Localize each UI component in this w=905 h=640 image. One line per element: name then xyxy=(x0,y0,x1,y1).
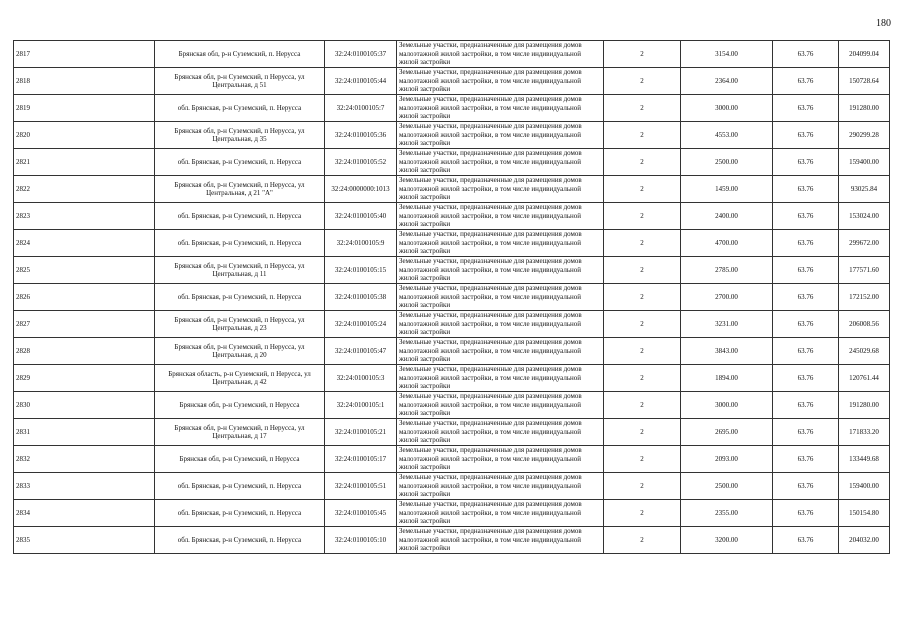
cadastral-value-cell: 206008.56 xyxy=(839,311,890,338)
permitted-use-cell: Земельные участки, предназначенные для размещения домов малоэтажной жилой застройки, в том числе индивидуальной жилой застройки xyxy=(397,311,604,338)
row-number-cell: 2826 xyxy=(14,284,155,311)
cadastral-value-cell: 159400.00 xyxy=(839,149,890,176)
specific-value-cell: 63.76 xyxy=(773,311,839,338)
cadastral-value-cell: 290299.28 xyxy=(839,122,890,149)
permitted-use-cell: Земельные участки, предназначенные для размещения домов малоэтажной жилой застройки, в том числе индивидуальной жилой застройки xyxy=(397,95,604,122)
cadastral-number-cell: 32:24:0100105:47 xyxy=(325,338,397,365)
area-cell: 3200.00 xyxy=(681,527,773,554)
group-code-cell: 2 xyxy=(604,41,681,68)
row-number-cell: 2827 xyxy=(14,311,155,338)
group-code-cell: 2 xyxy=(604,527,681,554)
address-cell: обл. Брянская, р-н Суземский, п. Нерусса xyxy=(155,284,325,311)
address-cell: Брянская обл, р-н Суземский, п Нерусса, ул Центральная, д 11 xyxy=(155,257,325,284)
cadastral-value-cell: 171833.20 xyxy=(839,419,890,446)
cadastral-value-cell: 120761.44 xyxy=(839,365,890,392)
specific-value-cell: 63.76 xyxy=(773,419,839,446)
address-cell: Брянская обл, р-н Суземский, п Нерусса, ул Центральная, д 17 xyxy=(155,419,325,446)
group-code-cell: 2 xyxy=(604,500,681,527)
permitted-use-cell: Земельные участки, предназначенные для размещения домов малоэтажной жилой застройки, в том числе индивидуальной жилой застройки xyxy=(397,176,604,203)
group-code-cell: 2 xyxy=(604,311,681,338)
permitted-use-cell: Земельные участки, предназначенные для размещения домов малоэтажной жилой застройки, в том числе индивидуальной жилой застройки xyxy=(397,257,604,284)
group-code-cell: 2 xyxy=(604,95,681,122)
permitted-use-cell: Земельные участки, предназначенные для размещения домов малоэтажной жилой застройки, в том числе индивидуальной жилой застройки xyxy=(397,68,604,95)
cadastral-value-cell: 177571.60 xyxy=(839,257,890,284)
permitted-use-cell: Земельные участки, предназначенные для размещения домов малоэтажной жилой застройки, в том числе индивидуальной жилой застройки xyxy=(397,365,604,392)
page-number: 180 xyxy=(876,18,891,29)
group-code-cell: 2 xyxy=(604,149,681,176)
address-cell: Брянская обл, р-н Суземский, п Нерусса xyxy=(155,446,325,473)
area-cell: 1459.00 xyxy=(681,176,773,203)
address-cell: Брянская обл, р-н Суземский, п Нерусса, ул Центральная, д 51 xyxy=(155,68,325,95)
cadastral-value-cell: 204032.00 xyxy=(839,527,890,554)
specific-value-cell: 63.76 xyxy=(773,149,839,176)
table-row xyxy=(14,68,890,95)
cadastral-value-cell: 245029.68 xyxy=(839,338,890,365)
cadastral-value-cell: 150154.80 xyxy=(839,500,890,527)
area-cell: 2695.00 xyxy=(681,419,773,446)
cadastral-value-cell: 204099.04 xyxy=(839,41,890,68)
group-code-cell: 2 xyxy=(604,230,681,257)
table-row xyxy=(14,41,890,68)
specific-value-cell: 63.76 xyxy=(773,68,839,95)
group-code-cell: 2 xyxy=(604,203,681,230)
row-number-cell: 2834 xyxy=(14,500,155,527)
cadastral-value-cell: 133449.68 xyxy=(839,446,890,473)
cadastral-number-cell: 32:24:0100105:21 xyxy=(325,419,397,446)
row-number-cell: 2820 xyxy=(14,122,155,149)
cadastral-number-cell: 32:24:0100105:45 xyxy=(325,500,397,527)
table-row xyxy=(14,122,890,149)
address-cell: Брянская обл, р-н Суземский, п Нерусса xyxy=(155,392,325,419)
row-number-cell: 2831 xyxy=(14,419,155,446)
address-cell: Брянская обл, р-н Суземский, п Нерусса, ул Центральная, д 20 xyxy=(155,338,325,365)
cadastral-number-cell: 32:24:0100105:38 xyxy=(325,284,397,311)
permitted-use-cell: Земельные участки, предназначенные для размещения домов малоэтажной жилой застройки, в том числе индивидуальной жилой застройки xyxy=(397,419,604,446)
row-number-cell: 2824 xyxy=(14,230,155,257)
permitted-use-cell: Земельные участки, предназначенные для размещения домов малоэтажной жилой застройки, в том числе индивидуальной жилой застройки xyxy=(397,284,604,311)
specific-value-cell: 63.76 xyxy=(773,257,839,284)
cadastral-number-cell: 32:24:0100105:24 xyxy=(325,311,397,338)
group-code-cell: 2 xyxy=(604,176,681,203)
row-number-cell: 2829 xyxy=(14,365,155,392)
row-number-cell: 2833 xyxy=(14,473,155,500)
specific-value-cell: 63.76 xyxy=(773,230,839,257)
table-row xyxy=(14,446,890,473)
table-row xyxy=(14,338,890,365)
cadastral-number-cell: 32:24:0100105:1 xyxy=(325,392,397,419)
cadastral-number-cell: 32:24:0100105:37 xyxy=(325,41,397,68)
cadastral-value-cell: 299672.00 xyxy=(839,230,890,257)
row-number-cell: 2835 xyxy=(14,527,155,554)
address-cell: обл. Брянская, р-н Суземский, п. Нерусса xyxy=(155,95,325,122)
permitted-use-cell: Земельные участки, предназначенные для размещения домов малоэтажной жилой застройки, в том числе индивидуальной жилой застройки xyxy=(397,203,604,230)
area-cell: 2400.00 xyxy=(681,203,773,230)
row-number-cell: 2821 xyxy=(14,149,155,176)
specific-value-cell: 63.76 xyxy=(773,284,839,311)
row-number-cell: 2825 xyxy=(14,257,155,284)
row-number-cell: 2830 xyxy=(14,392,155,419)
land-plots-table xyxy=(13,40,890,554)
permitted-use-cell: Земельные участки, предназначенные для размещения домов малоэтажной жилой застройки, в том числе индивидуальной жилой застройки xyxy=(397,338,604,365)
area-cell: 3000.00 xyxy=(681,95,773,122)
cadastral-value-cell: 153024.00 xyxy=(839,203,890,230)
address-cell: Брянская обл, р-н Суземский, п Нерусса, ул Центральная, д 23 xyxy=(155,311,325,338)
cadastral-number-cell: 32:24:0100105:3 xyxy=(325,365,397,392)
address-cell: обл. Брянская, р-н Суземский, п. Нерусса xyxy=(155,527,325,554)
specific-value-cell: 63.76 xyxy=(773,95,839,122)
cadastral-number-cell: 32:24:0100105:9 xyxy=(325,230,397,257)
area-cell: 3843.00 xyxy=(681,338,773,365)
address-cell: обл. Брянская, р-н Суземский, п. Нерусса xyxy=(155,500,325,527)
cadastral-number-cell: 32:24:0100105:7 xyxy=(325,95,397,122)
group-code-cell: 2 xyxy=(604,446,681,473)
cadastral-value-cell: 191280.00 xyxy=(839,95,890,122)
row-number-cell: 2823 xyxy=(14,203,155,230)
row-number-cell: 2832 xyxy=(14,446,155,473)
specific-value-cell: 63.76 xyxy=(773,500,839,527)
permitted-use-cell: Земельные участки, предназначенные для размещения домов малоэтажной жилой застройки, в том числе индивидуальной жилой застройки xyxy=(397,122,604,149)
address-cell: обл. Брянская, р-н Суземский, п. Нерусса xyxy=(155,230,325,257)
permitted-use-cell: Земельные участки, предназначенные для размещения домов малоэтажной жилой застройки, в том числе индивидуальной жилой застройки xyxy=(397,446,604,473)
row-number-cell: 2828 xyxy=(14,338,155,365)
table-row xyxy=(14,284,890,311)
permitted-use-cell: Земельные участки, предназначенные для размещения домов малоэтажной жилой застройки, в том числе индивидуальной жилой застройки xyxy=(397,392,604,419)
cadastral-number-cell: 32:24:0100105:10 xyxy=(325,527,397,554)
cadastral-value-cell: 159400.00 xyxy=(839,473,890,500)
address-cell: Брянская обл, р-н Суземский, п. Нерусса xyxy=(155,41,325,68)
group-code-cell: 2 xyxy=(604,365,681,392)
group-code-cell: 2 xyxy=(604,419,681,446)
specific-value-cell: 63.76 xyxy=(773,41,839,68)
group-code-cell: 2 xyxy=(604,68,681,95)
area-cell: 2700.00 xyxy=(681,284,773,311)
row-number-cell: 2822 xyxy=(14,176,155,203)
area-cell: 2500.00 xyxy=(681,473,773,500)
permitted-use-cell: Земельные участки, предназначенные для размещения домов малоэтажной жилой застройки, в том числе индивидуальной жилой застройки xyxy=(397,527,604,554)
table-row xyxy=(14,365,890,392)
table-row xyxy=(14,500,890,527)
permitted-use-cell: Земельные участки, предназначенные для размещения домов малоэтажной жилой застройки, в том числе индивидуальной жилой застройки xyxy=(397,473,604,500)
cadastral-number-cell: 32:24:0100105:44 xyxy=(325,68,397,95)
table-row xyxy=(14,311,890,338)
address-cell: Брянская обл, р-н Суземский, п Нерусса, ул Центральная, д 35 xyxy=(155,122,325,149)
table-row xyxy=(14,473,890,500)
permitted-use-cell: Земельные участки, предназначенные для размещения домов малоэтажной жилой застройки, в том числе индивидуальной жилой застройки xyxy=(397,500,604,527)
cadastral-number-cell: 32:24:0000000:1013 xyxy=(325,176,397,203)
specific-value-cell: 63.76 xyxy=(773,203,839,230)
table-row xyxy=(14,95,890,122)
area-cell: 1894.00 xyxy=(681,365,773,392)
cadastral-value-cell: 93025.84 xyxy=(839,176,890,203)
row-number-cell: 2818 xyxy=(14,68,155,95)
area-cell: 3000.00 xyxy=(681,392,773,419)
group-code-cell: 2 xyxy=(604,284,681,311)
area-cell: 4553.00 xyxy=(681,122,773,149)
permitted-use-cell: Земельные участки, предназначенные для размещения домов малоэтажной жилой застройки, в том числе индивидуальной жилой застройки xyxy=(397,149,604,176)
table-row xyxy=(14,527,890,554)
cadastral-number-cell: 32:24:0100105:15 xyxy=(325,257,397,284)
row-number-cell: 2817 xyxy=(14,41,155,68)
area-cell: 2785.00 xyxy=(681,257,773,284)
group-code-cell: 2 xyxy=(604,257,681,284)
area-cell: 2093.00 xyxy=(681,446,773,473)
specific-value-cell: 63.76 xyxy=(773,527,839,554)
specific-value-cell: 63.76 xyxy=(773,176,839,203)
permitted-use-cell: Земельные участки, предназначенные для размещения домов малоэтажной жилой застройки, в том числе индивидуальной жилой застройки xyxy=(397,41,604,68)
table-row xyxy=(14,203,890,230)
table-row xyxy=(14,419,890,446)
area-cell: 3154.00 xyxy=(681,41,773,68)
table-row xyxy=(14,257,890,284)
permitted-use-cell: Земельные участки, предназначенные для размещения домов малоэтажной жилой застройки, в том числе индивидуальной жилой застройки xyxy=(397,230,604,257)
row-number-cell: 2819 xyxy=(14,95,155,122)
address-cell: обл. Брянская, р-н Суземский, п. Нерусса xyxy=(155,473,325,500)
address-cell: Брянская область, р-н Суземский, п Нерусса, ул Центральная, д 42 xyxy=(155,365,325,392)
address-cell: обл. Брянская, р-н Суземский, п. Нерусса xyxy=(155,203,325,230)
cadastral-value-cell: 172152.00 xyxy=(839,284,890,311)
group-code-cell: 2 xyxy=(604,338,681,365)
cadastral-number-cell: 32:24:0100105:51 xyxy=(325,473,397,500)
cadastral-number-cell: 32:24:0100105:17 xyxy=(325,446,397,473)
table-row xyxy=(14,230,890,257)
specific-value-cell: 63.76 xyxy=(773,473,839,500)
group-code-cell: 2 xyxy=(604,392,681,419)
area-cell: 2500.00 xyxy=(681,149,773,176)
address-cell: обл. Брянская, р-н Суземский, п. Нерусса xyxy=(155,149,325,176)
specific-value-cell: 63.76 xyxy=(773,122,839,149)
table-row xyxy=(14,149,890,176)
group-code-cell: 2 xyxy=(604,473,681,500)
address-cell: Брянская обл, р-н Суземский, п Нерусса, ул Центральная, д 21 "А" xyxy=(155,176,325,203)
cadastral-value-cell: 191280.00 xyxy=(839,392,890,419)
specific-value-cell: 63.76 xyxy=(773,446,839,473)
area-cell: 2364.00 xyxy=(681,68,773,95)
specific-value-cell: 63.76 xyxy=(773,392,839,419)
group-code-cell: 2 xyxy=(604,122,681,149)
cadastral-number-cell: 32:24:0100105:52 xyxy=(325,149,397,176)
specific-value-cell: 63.76 xyxy=(773,365,839,392)
area-cell: 4700.00 xyxy=(681,230,773,257)
table-row xyxy=(14,176,890,203)
specific-value-cell: 63.76 xyxy=(773,338,839,365)
cadastral-value-cell: 150728.64 xyxy=(839,68,890,95)
area-cell: 2355.00 xyxy=(681,500,773,527)
table-row xyxy=(14,392,890,419)
area-cell: 3231.00 xyxy=(681,311,773,338)
cadastral-number-cell: 32:24:0100105:40 xyxy=(325,203,397,230)
cadastral-number-cell: 32:24:0100105:36 xyxy=(325,122,397,149)
